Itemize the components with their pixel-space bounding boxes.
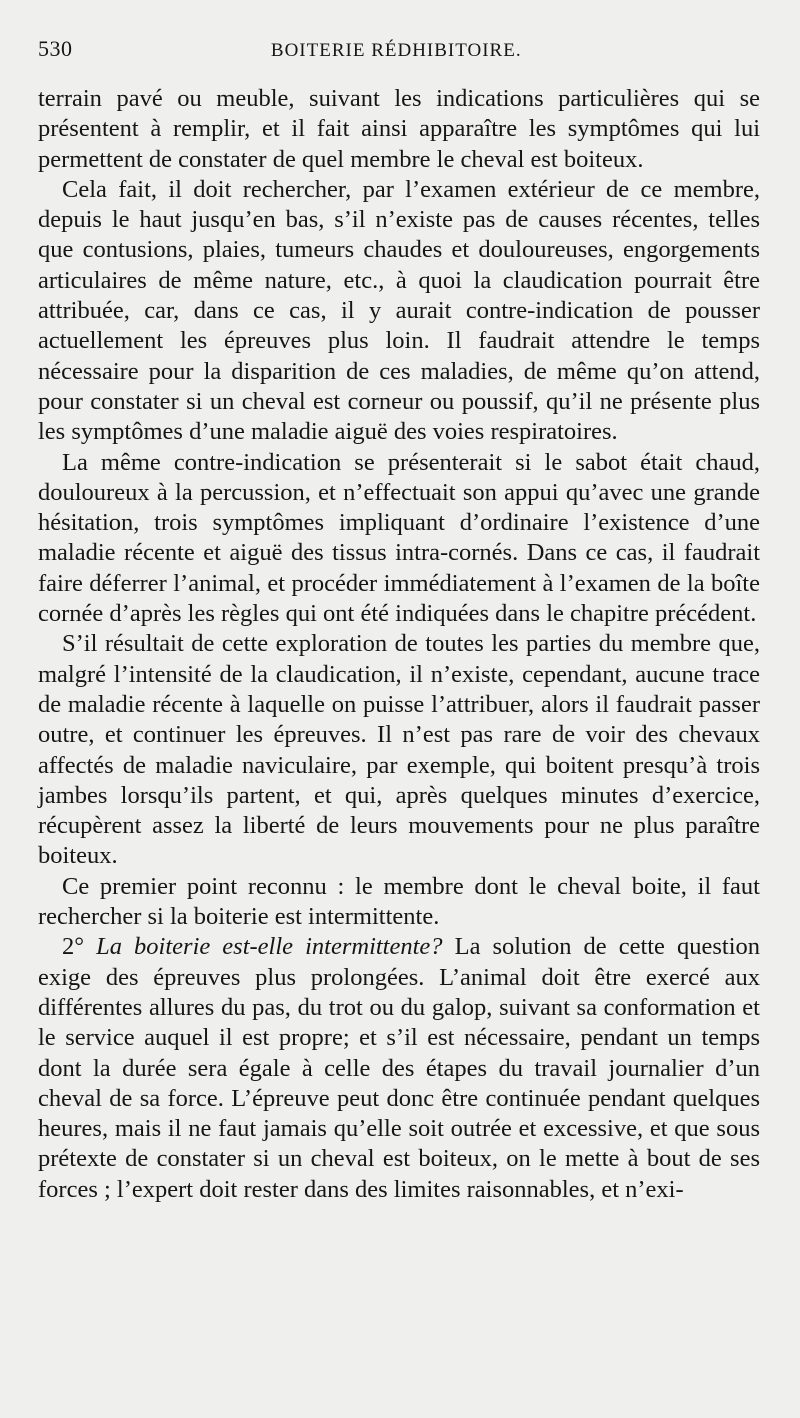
paragraph-3: La même contre-indication se présenterait si le sabot était chaud, douloureux à la percussion, et n’effectuait son appui qu’avec une grande hésitation, trois symptômes impliquant d’ordinaire l’existence d’une maladie récente et aiguë des tissus intra-cornés. Dans ce cas, il faudrait faire déferrer l’animal, et procéder immédiatement à l’examen de la boîte cornée d’après les règles qui ont été indiquées dans le chapitre précédent. bbox=[38, 448, 760, 628]
section-text: La solution de cette question exige des épreuves plus prolongées. L’animal doit être exercé aux différentes allures du pas, du trot ou du galop, suivant sa conformation et le service auquel il est propre; et s’il est nécessaire, pendant un temps dont la durée sera égale à celle des étapes du travail journalier d’un cheval de sa force. L’épreuve peut donc être continuée pendant quelques heures, mais il ne faut jamais qu’elle soit outrée et excessive, et que sous prétexte de constater si un cheval est boiteux, on le mette à bout de ses forces ; l’expert doit rester dans des limites raisonnables, et n’exi- bbox=[38, 933, 761, 1203]
paragraph-2: Cela fait, il doit rechercher, par l’examen extérieur de ce membre, depuis le haut jusqu’en bas, s’il n’existe pas de causes récentes, telles que contusions, plaies, tumeurs chaudes et douloureuses, engorgements articulaires de même nature, etc., à quoi la claudication pourrait être attribuée, car, dans ce cas, il y aurait contre-indication de pousser actuellement les épreuves plus loin. Il faudrait attendre le temps nécessaire pour la disparition de ces maladies, de même qu’on attend, pour constater si un cheval est corneur ou poussif, qu’il ne présente plus les symptômes d’une maladie aiguë des voies respiratoires. bbox=[38, 175, 760, 446]
paragraph-4: S’il résultait de cette exploration de toutes les parties du membre que, malgré l’intensité de la claudication, il n’existe, cependant, aucune trace de maladie récente à laquelle on puisse l’attribuer, alors il faudrait passer outre, et continuer les épreuves. Il n’est pas rare de voir des chevaux affectés de maladie naviculaire, par exemple, qui boitent presqu’à trois jambes lorsqu’ils partent, et qui, après quelques minutes d’exercice, récupèrent assez la liberté de leurs mouvements pour ne plus paraître boiteux. bbox=[38, 630, 760, 870]
paragraph-5: Ce premier point reconnu : le membre dont le cheval boite, il faut rechercher si la boiterie est intermittente. bbox=[38, 872, 760, 931]
section-number: 2° bbox=[62, 933, 85, 961]
page-number: 530 bbox=[38, 36, 73, 61]
page-header bbox=[38, 36, 760, 76]
paragraph-1: terrain pavé ou meuble, suivant les indications particulières qui se présentent à remplir, et il fait ainsi apparaître les symptômes qui lui permettent de constater de quel membre le cheval est boiteux. bbox=[38, 85, 760, 173]
running-title: BOITERIE RÉDHIBITOIRE. bbox=[270, 40, 522, 61]
body-text bbox=[38, 84, 760, 1205]
paragraph-6 bbox=[38, 932, 760, 1205]
section-heading: La boiterie est-elle intermittente? bbox=[96, 933, 443, 961]
